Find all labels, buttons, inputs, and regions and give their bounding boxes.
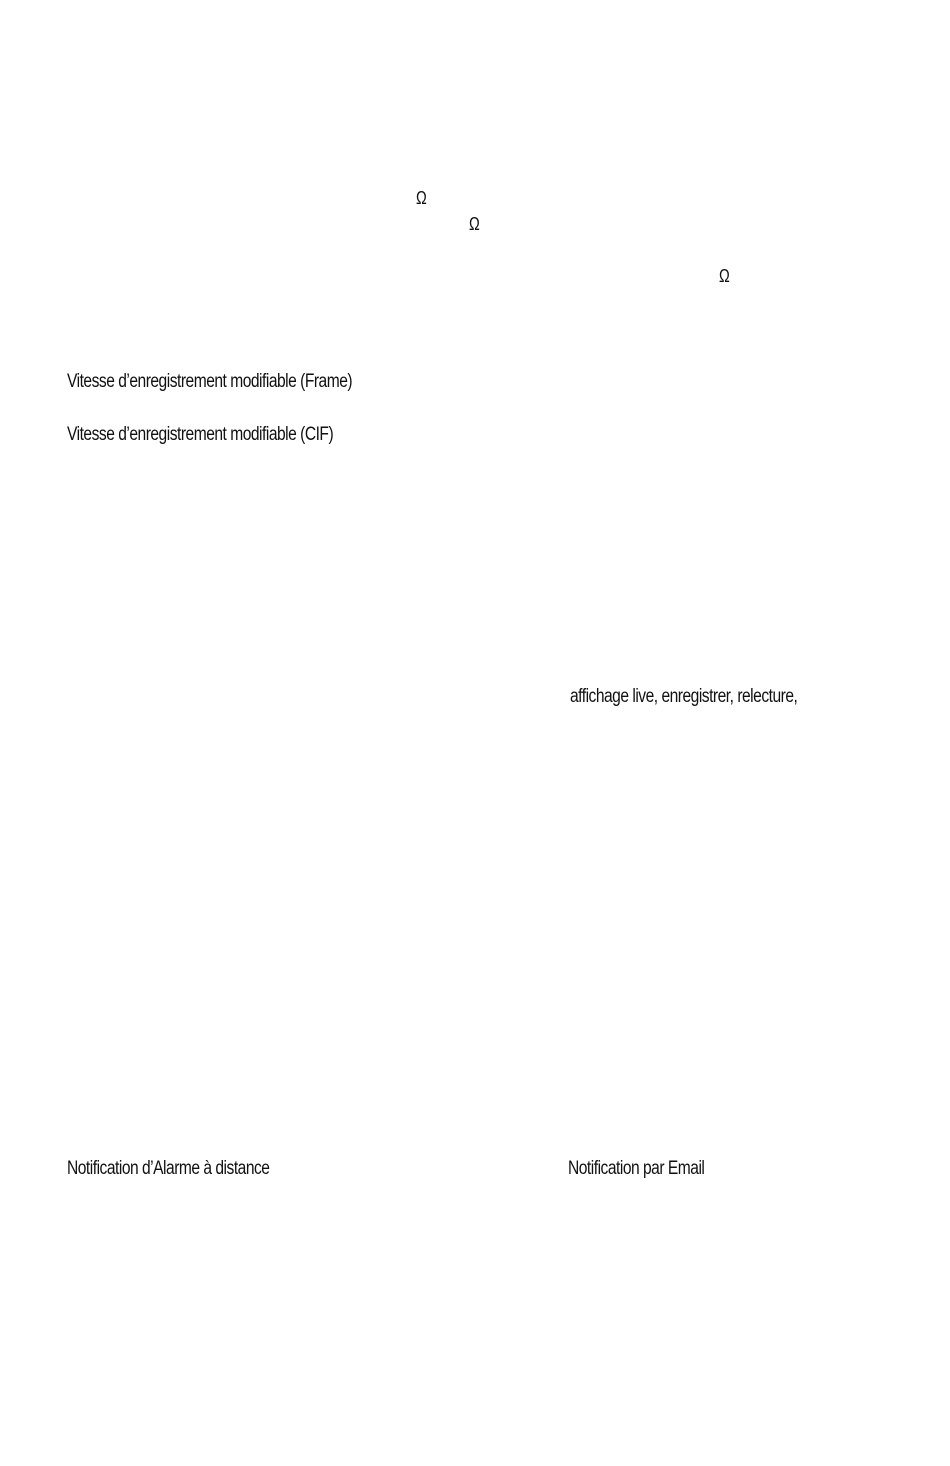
recording-speed-cif-label: Vitesse d’enregistrement modifiable (CIF) — [67, 424, 334, 445]
remote-functions-text: affichage live, enregistrer, relecture, — [570, 686, 798, 707]
omega-symbol-1: Ω — [416, 188, 427, 208]
omega-symbol-2: Ω — [469, 214, 480, 234]
remote-alarm-notification-label: Notification d’Alarme à distance — [67, 1158, 270, 1179]
email-notification-label: Notification par Email — [568, 1158, 705, 1179]
recording-speed-frame-label: Vitesse d’enregistrement modifiable (Frame) — [67, 371, 353, 392]
omega-symbol-3: Ω — [719, 266, 730, 286]
